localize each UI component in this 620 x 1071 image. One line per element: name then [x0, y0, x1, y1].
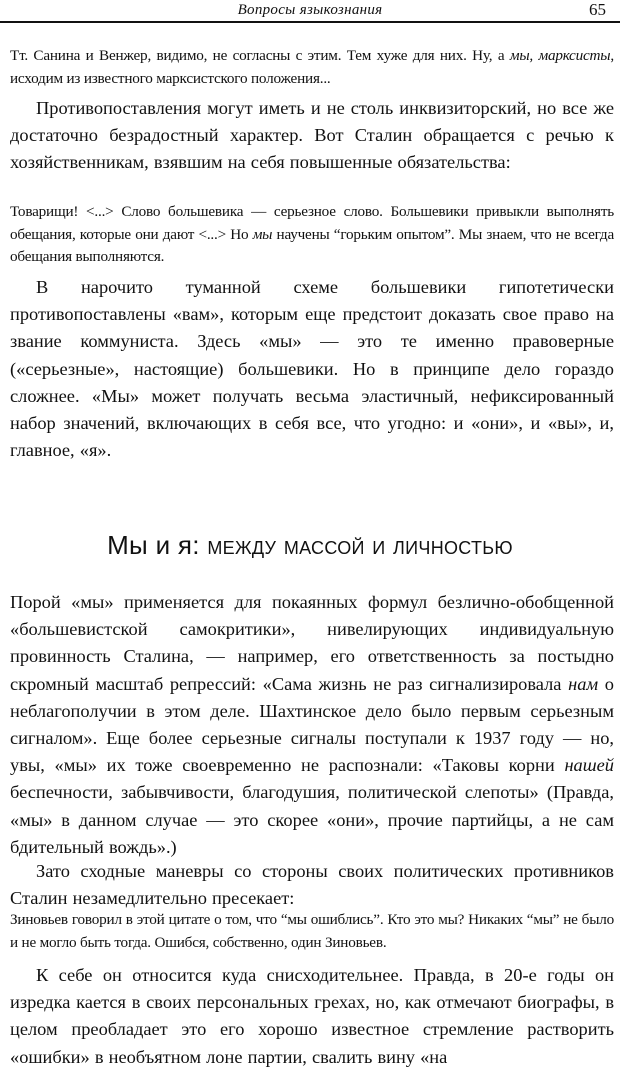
emphasis-text: нашей [564, 755, 614, 776]
running-header [0, 0, 620, 22]
running-title: Вопросы языкознания [237, 2, 383, 18]
quote-santina-venzher: Тт. Санина и Венжер, видимо, не согласны с этим. Тем хуже для них. Ну, а мы, марксисты, исходим из известного марксистского положения... [10, 47, 614, 87]
paragraph-opponents: Зато сходные маневры со стороны своих политических противников Сталин незамедлительно пресекает: [10, 861, 614, 909]
header-rule [0, 21, 620, 23]
emphasis-text: мы, марксисты [509, 47, 611, 64]
paragraph-self-criticism: Порой «мы» применяется для покаянных формул безлично-обобщенной «большевистской самокритики», нивелирующих индивидуальную провинность Сталина, — например, его ответственность за постыдно скромный масштаб репрессий: «Сама жизнь не раз сигнализировала нам о неблагополучии в этом деле. Шахтинское дело было первым серьезным сигналом». Еще более серьезные сигналы поступали к 1937 году — но, увы, «мы» их тоже своевременно не распознали: «Таковы корни нашей беспечности, забывчивости, благодушия, политической слепоты» (Правда, «мы» в данном случае — это скорее «они», прочие партийцы, а не сам бдительный вождь».) [10, 592, 614, 857]
quote-bolshevik-word: Товарищи! <...> Слово большевика — серьезное слово. Большевики привыкли выполнять обещания, которые они дают <...> Но мы научены “горьким опытом”. Мы знаем, что не всегда обещания выполняются. [10, 203, 614, 265]
quote-zinoviev: Зиновьев говорил в этой цитате о том, что “мы ошиблись”. Кто это мы? Никаких “мы” не было и не могло быть тогда. Ошибся, собственно, один Зиновьев. [10, 911, 614, 951]
paragraph-condescending: К себе он относится куда снисходительнее. Правда, в 20-е годы он изредка кается в своих персональных грехах, но, как отмечают биографы, в целом преобладает это его хорошо известное стремление растворить «ошибки» в необъятном лоне партии, свалить вину «на [10, 965, 614, 1067]
emphasis-text: нам [568, 673, 599, 694]
paragraph-vague-scheme: В нарочито туманной схеме большевики гипотетически противопоставлены «вам», которым еще предстоит доказать свое право на звание коммуниста. Здесь «мы» — это те именно правоверные («серьезные», настоящие) большевики. Но в принципе дело гораздо сложнее. «Мы» может получать весьма эластичный, нефиксированный набор значений, включающих в себя все, что угодно: и «они», и «вы», и, главное, «я». [10, 277, 614, 461]
page-number: 65 [589, 0, 606, 19]
emphasis-text: мы [252, 225, 273, 243]
paragraph-inquisitorial: Противопоставления могут иметь и не столь инквизиторский, но все же достаточно безрадостный характер. Вот Сталин обращается с речью к хозяйственникам, взявшим на себя повышенные обязательства: [10, 98, 614, 173]
section-heading: Мы и я: между массой и личностью [107, 530, 513, 560]
